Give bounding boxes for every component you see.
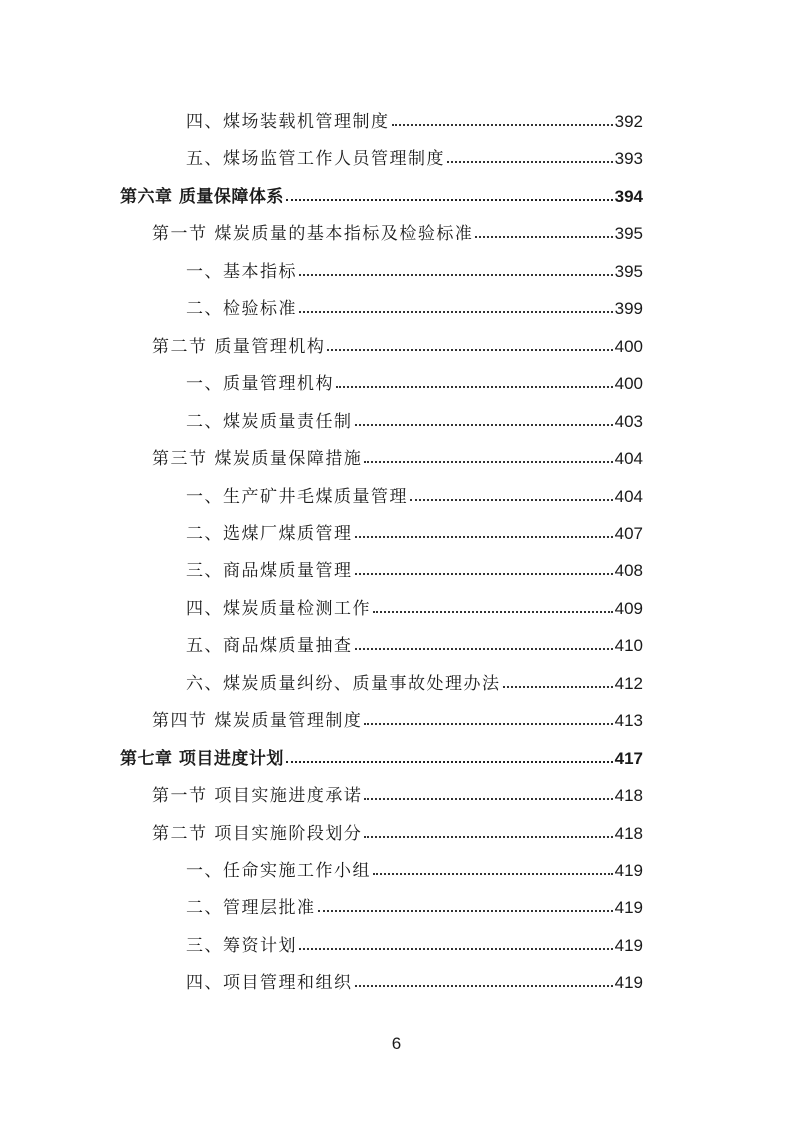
toc-entry-title: 二、管理层批准 (186, 898, 316, 918)
toc-entry-page: 395 (614, 224, 643, 243)
dot-leader (373, 611, 613, 613)
toc-entry-page: 395 (614, 262, 643, 281)
dot-leader (286, 199, 613, 201)
toc-entry-title: 六、煤炭质量纠纷、质量事故处理办法 (186, 674, 501, 694)
toc-entry-page: 404 (614, 487, 643, 506)
toc-entry-item[interactable] (186, 106, 643, 132)
toc-entry-section[interactable] (152, 818, 643, 844)
toc-entry-item[interactable] (186, 518, 643, 544)
toc-entry-section[interactable] (152, 218, 643, 244)
toc-entry-title: 一、质量管理机构 (186, 374, 334, 394)
toc-entry-item[interactable] (186, 406, 643, 432)
toc-entry-title: 第七章 项目进度计划 (120, 749, 284, 769)
toc-entry-title: 一、基本指标 (186, 262, 297, 282)
dot-leader (392, 124, 613, 126)
dot-leader (318, 910, 613, 912)
toc-entry-title: 五、商品煤质量抽查 (186, 636, 353, 656)
page-number: 6 (391, 1034, 402, 1053)
dot-leader (299, 948, 613, 950)
toc-entry-section[interactable] (152, 705, 643, 731)
toc-entry-page: 392 (614, 112, 643, 131)
dot-leader (299, 311, 613, 313)
toc-entry-item[interactable] (186, 555, 643, 581)
toc-entry-item[interactable] (186, 143, 643, 169)
dot-leader (355, 648, 613, 650)
toc-entry-page: 409 (614, 599, 643, 618)
toc-entry-item[interactable] (186, 368, 643, 394)
toc-entry-title: 第二节 质量管理机构 (152, 337, 326, 357)
toc-entry-title: 二、检验标准 (186, 299, 297, 319)
toc-entry-title: 第四节 煤炭质量管理制度 (152, 711, 363, 731)
toc-entry-page: 407 (614, 524, 643, 543)
toc-entry-page: 419 (614, 898, 643, 917)
toc-entry-title: 三、筹资计划 (186, 936, 297, 956)
toc-entry-section[interactable] (152, 331, 643, 357)
toc-entry-page: 400 (614, 337, 643, 356)
toc-entry-page: 418 (614, 824, 643, 843)
toc-entry-item[interactable] (186, 892, 643, 918)
dot-leader (355, 536, 613, 538)
toc-entry-item[interactable] (186, 855, 643, 881)
toc-entry-title: 三、商品煤质量管理 (186, 561, 353, 581)
toc-entry-section[interactable] (152, 443, 643, 469)
toc-entry-item[interactable] (186, 967, 643, 993)
toc-entry-item[interactable] (186, 930, 643, 956)
toc-entry-title: 二、选煤厂煤质管理 (186, 524, 353, 544)
toc-entry-title: 四、项目管理和组织 (186, 973, 353, 993)
dot-leader (327, 349, 612, 351)
dot-leader (355, 985, 613, 987)
toc-entry-page: 408 (614, 561, 643, 580)
dot-leader (299, 274, 613, 276)
toc-entry-title: 第三节 煤炭质量保障措施 (152, 449, 363, 469)
toc-entry-page: 413 (614, 711, 643, 730)
toc-entry-page: 417 (614, 749, 643, 768)
dot-leader (373, 873, 613, 875)
toc-entry-section[interactable] (152, 780, 643, 806)
dot-leader (447, 161, 613, 163)
toc-entry-title: 四、煤炭质量检测工作 (186, 599, 371, 619)
toc-entry-item[interactable] (186, 481, 643, 507)
dot-leader (286, 761, 613, 763)
toc-entry-title: 一、生产矿井毛煤质量管理 (186, 487, 408, 507)
dot-leader (503, 686, 613, 688)
toc-entry-page: 418 (614, 786, 643, 805)
toc-entry-page: 419 (614, 861, 643, 880)
toc-entry-title: 四、煤场装载机管理制度 (186, 112, 390, 132)
dot-leader (364, 798, 612, 800)
toc-entry-item[interactable] (186, 630, 643, 656)
toc-entry-title: 第一节 煤炭质量的基本指标及检验标准 (152, 224, 474, 244)
dot-leader (364, 836, 612, 838)
dot-leader (355, 424, 613, 426)
toc-entry-item[interactable] (186, 293, 643, 319)
toc-entry-page: 399 (614, 299, 643, 318)
toc-entry-page: 403 (614, 412, 643, 431)
toc-entry-page: 419 (614, 973, 643, 992)
toc-entry-page: 419 (614, 936, 643, 955)
toc-entry-page: 412 (614, 674, 643, 693)
toc-entry-page: 394 (614, 187, 643, 206)
toc-entry-page: 400 (614, 374, 643, 393)
dot-leader (364, 461, 612, 463)
toc-entry-item[interactable] (186, 668, 643, 694)
toc-entry-title: 第二节 项目实施阶段划分 (152, 824, 363, 844)
toc-entry-title: 第一节 项目实施进度承诺 (152, 786, 363, 806)
toc-entry-page: 410 (614, 636, 643, 655)
toc-entry-page: 404 (614, 449, 643, 468)
toc-entry-item[interactable] (186, 593, 643, 619)
toc-entry-title: 第六章 质量保障体系 (120, 187, 284, 207)
toc-entry-page: 393 (614, 149, 643, 168)
toc-entry-item[interactable] (186, 256, 643, 282)
toc-entry-title: 五、煤场监管工作人员管理制度 (186, 149, 445, 169)
dot-leader (410, 499, 613, 501)
toc-entry-title: 一、任命实施工作小组 (186, 861, 371, 881)
toc-entry-chapter[interactable] (120, 181, 643, 207)
dot-leader (355, 573, 613, 575)
dot-leader (336, 386, 613, 388)
toc-entry-title: 二、煤炭质量责任制 (186, 412, 353, 432)
toc-entry-chapter[interactable] (120, 743, 643, 769)
dot-leader (475, 236, 612, 238)
dot-leader (364, 723, 612, 725)
